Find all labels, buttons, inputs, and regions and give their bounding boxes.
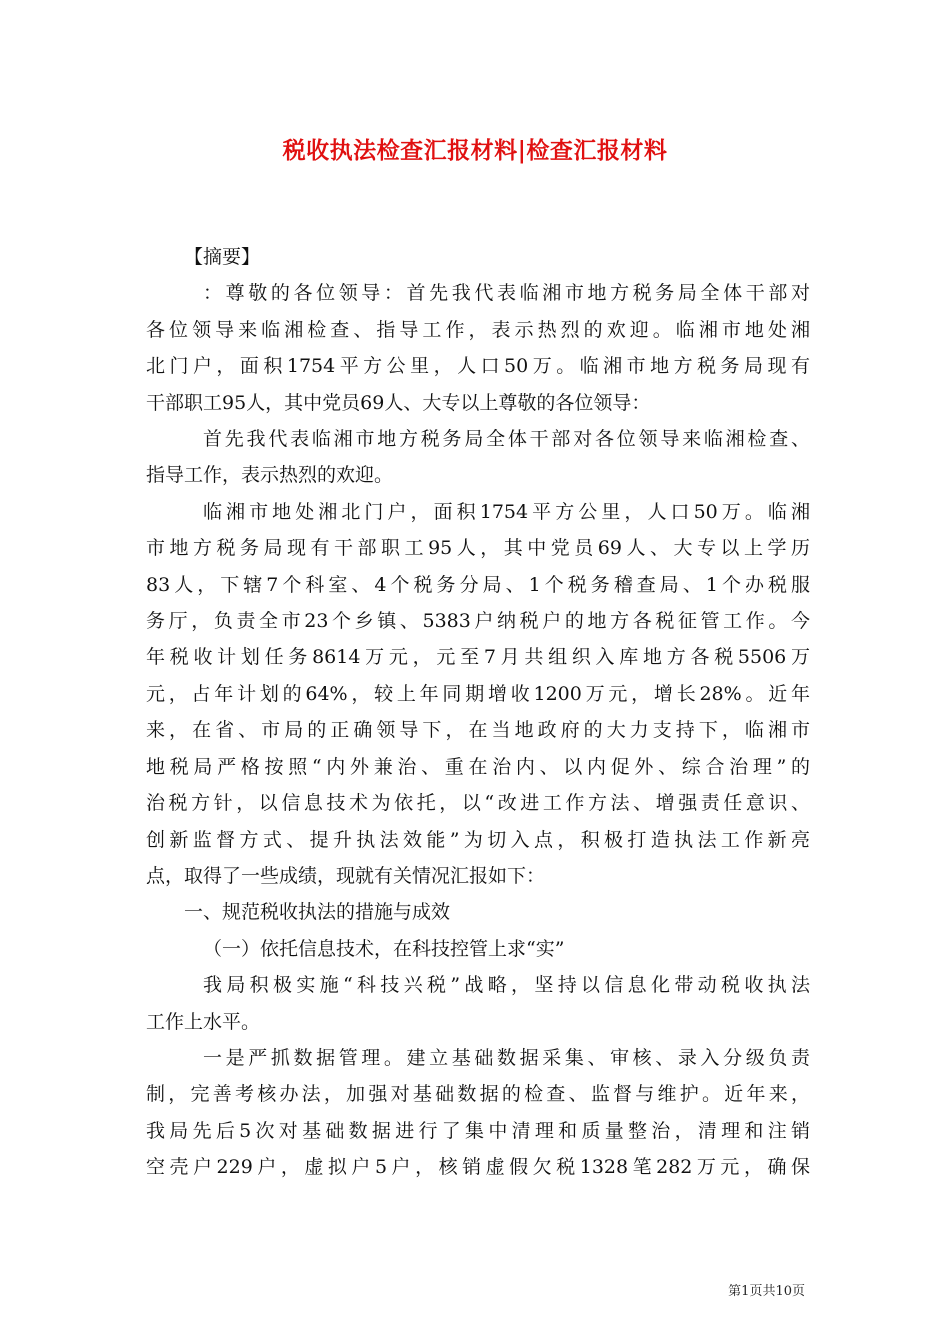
text-line: ：尊敬的各位领导：首先我代表临湘市地方税务局全体干部对 bbox=[203, 282, 810, 305]
text-line: 我局积极实施“科技兴税”战略，坚持以信息化带动税收执法 bbox=[203, 974, 810, 997]
text-line: 创新监督方式、提升执法效能”为切入点，积极打造执法工作新亮 bbox=[146, 828, 810, 851]
text-line: 指导工作，表示热烈的欢迎。 bbox=[146, 464, 394, 487]
text-line: 临湘市地处湘北门户，面积1754平方公里，人口50万。临湘 bbox=[203, 500, 810, 523]
text-line: 地税局严格按照“内外兼治、重在治内、以内促外、综合治理”的 bbox=[146, 755, 810, 778]
section-heading: 一、规范税收执法的措施与成效 bbox=[184, 901, 451, 924]
text-line: 年税收计划任务8614万元，元至7月共组织入库地方各税5506万 bbox=[146, 646, 810, 669]
document-title: 税收执法检查汇报材料|检查汇报材料 bbox=[282, 137, 668, 164]
text-line: 空壳户229户，虚拟户5户，核销虚假欠税1328笔282万元，确保 bbox=[146, 1156, 810, 1179]
text-line: 工作上水平。 bbox=[146, 1010, 261, 1033]
subsection-heading: （一）依托信息技术，在科技控管上求“实” bbox=[203, 937, 565, 960]
text-line: 我局先后5次对基础数据进行了集中清理和质量整治，清理和注销 bbox=[146, 1119, 810, 1142]
text-line: 干部职工95人，其中党员69人、大专以上尊敬的各位领导： bbox=[146, 391, 651, 414]
text-line: 首先我代表临湘市地方税务局全体干部对各位领导来临湘检查、 bbox=[203, 428, 810, 451]
text-line: 制，完善考核办法，加强对基础数据的检查、监督与维护。近年来， bbox=[146, 1083, 810, 1106]
text-line: 一是严抓数据管理。建立基础数据采集、审核、录入分级负责 bbox=[203, 1046, 810, 1069]
text-line: 来，在省、市局的正确领导下，在当地政府的大力支持下，临湘市 bbox=[146, 719, 810, 742]
page-footer: 第1页共10页 bbox=[728, 1284, 805, 1299]
text-line: 点，取得了一些成绩，现就有关情况汇报如下： bbox=[146, 864, 546, 887]
text-line: 【摘要】 bbox=[184, 246, 261, 268]
text-line: 各位领导来临湘检查、指导工作，表示热烈的欢迎。临湘市地处湘 bbox=[146, 318, 810, 341]
text-line: 北门户，面积1754平方公里，人口50万。临湘市地方税务局现有 bbox=[146, 355, 810, 378]
document-body bbox=[146, 239, 810, 1186]
text-line: 83人，下辖7个科室、4个税务分局、1个税务稽查局、1个办税服 bbox=[146, 573, 810, 596]
text-line: 务厅，负责全市23个乡镇、5383户纳税户的地方各税征管工作。今 bbox=[146, 610, 810, 633]
text-line: 治税方针，以信息技术为依托，以“改进工作方法、增强责任意识、 bbox=[146, 792, 810, 815]
text-line: 元，占年计划的64%，较上年同期增收1200万元，增长28%。近年 bbox=[146, 682, 810, 705]
text-line: 市地方税务局现有干部职工95人，其中党员69人、大专以上学历 bbox=[146, 537, 810, 560]
